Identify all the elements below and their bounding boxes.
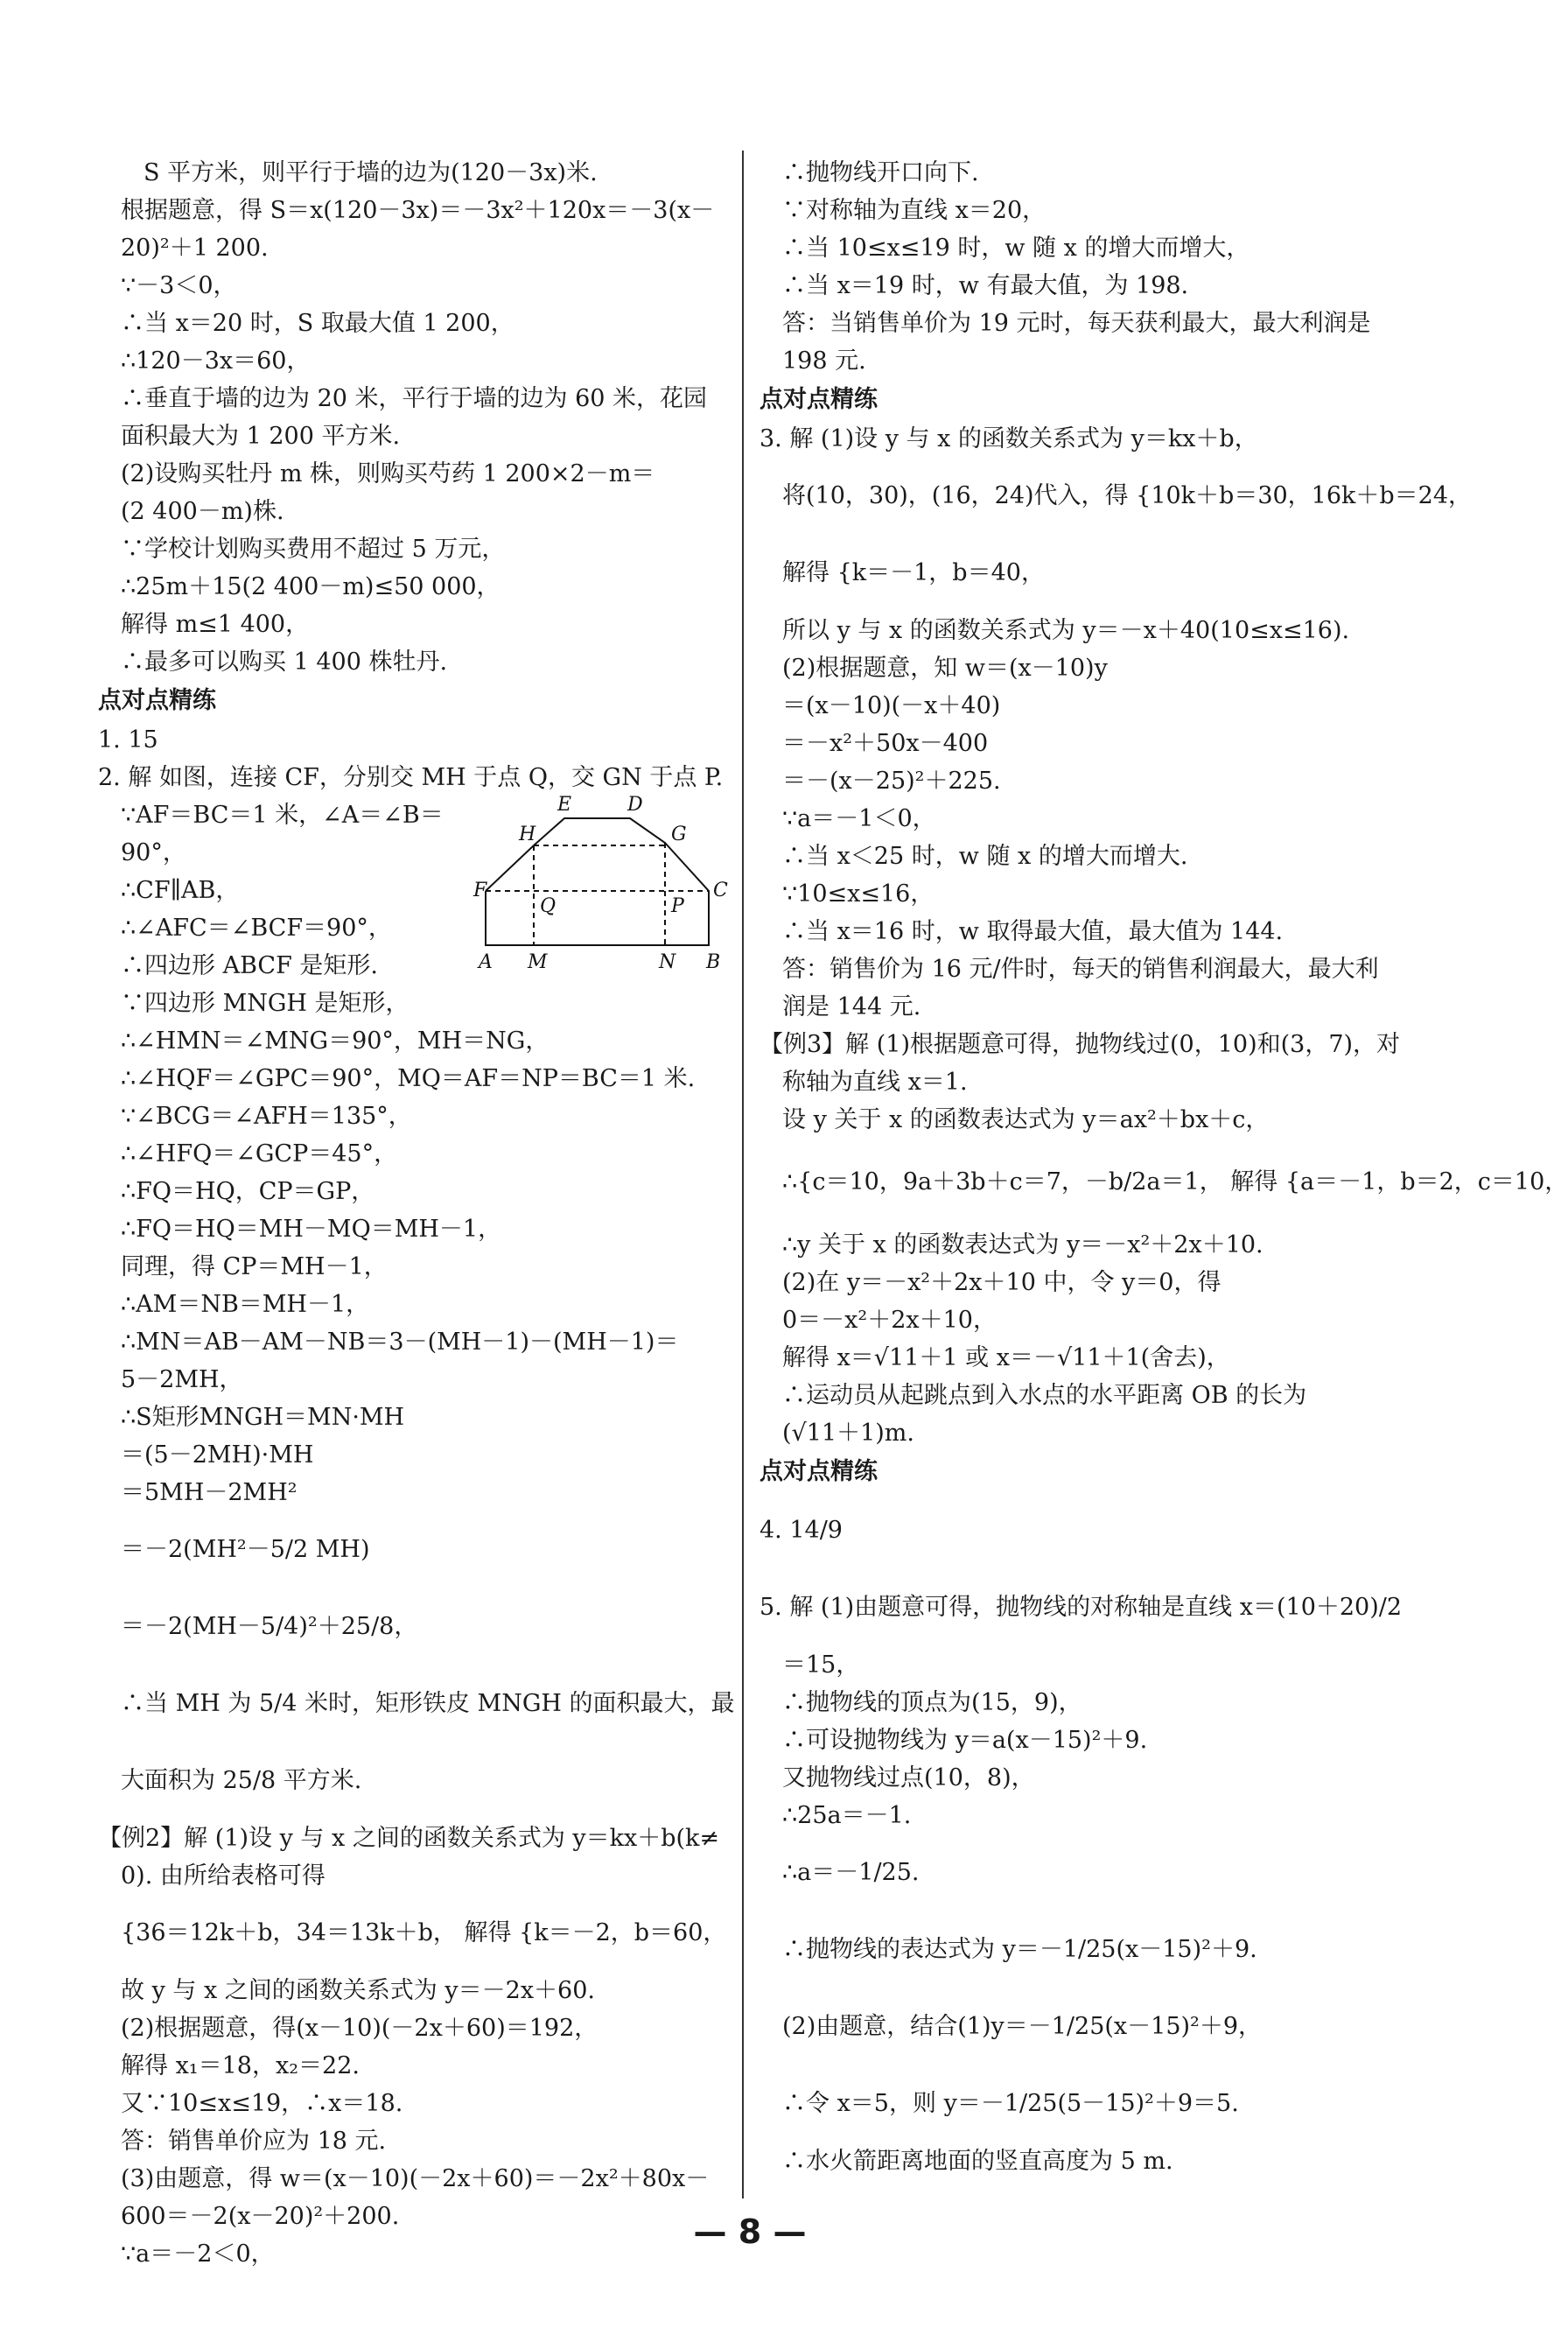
label-q: Q (540, 895, 556, 917)
text-line: 故 y 与 x 之间的函数关系式为 y＝－2x＋60. (121, 1977, 595, 2004)
text-line: 根据题意，得 S＝x(120－3x)＝－3x²＋120x＝－3(x－ (121, 197, 715, 224)
label-h: H (519, 824, 536, 845)
section-heading: 点对点精练 (98, 687, 216, 714)
text-line: (2)在 y＝－x²＋2x＋10 中，令 y＝0，得 (782, 1269, 1222, 1296)
text-line: ∴当 x＝16 时，w 取得最大值，最大值为 144. (782, 918, 1284, 945)
text-line: 解得 x₁＝18，x₂＝22. (121, 2052, 360, 2079)
text-line: 大面积为 25/8 平方米. (121, 1767, 362, 1794)
text-line: ＝－x²＋50x－400 (782, 730, 989, 757)
text-line: ∴∠AFC＝∠BCF＝90°， (121, 915, 392, 942)
text-line: 解得 x＝√11＋1 或 x＝－√11＋1(舍去)， (782, 1344, 1230, 1371)
text-line: ∴最多可以购买 1 400 株牡丹. (121, 649, 448, 676)
text-line: ∴可设抛物线为 y＝a(x－15)²＋9. (782, 1727, 1148, 1754)
text-line: S 平方米，则平行于墙的边为(120－3x)米. (144, 159, 598, 186)
label-d: D (627, 794, 643, 816)
text-line: ＝－2(MH－5/4)²＋25/8， (121, 1613, 418, 1640)
text-line: ∴令 x＝5，则 y＝－1/25(5－15)²＋9＝5. (782, 2090, 1239, 2117)
text-line: 称轴为直线 x＝1. (782, 1069, 968, 1096)
text-line: ∴{c＝10，9a＋3b＋c＝7，－b/2a＝1， 解得 {a＝－1，b＝2，c＝10， (782, 1168, 1568, 1196)
text-line: ∴25a＝－1. (782, 1802, 912, 1829)
text-line: 润是 144 元. (782, 993, 921, 1020)
text-line: 0＝－x²＋2x＋10， (782, 1307, 997, 1334)
text-line: (2)根据题意，知 w＝(x－10)y (782, 655, 1108, 682)
text-line: ∴抛物线的表达式为 y＝－1/25(x－15)²＋9. (782, 1936, 1257, 1963)
text-line: 5－2MH， (121, 1366, 243, 1393)
label-p: P (671, 895, 684, 917)
text-line: ∵学校计划购买费用不超过 5 万元， (121, 536, 506, 563)
text-line: (√11＋1)m. (782, 1420, 914, 1447)
text-line: ∴AM＝NB＝MH－1， (121, 1291, 370, 1318)
text-line: 4. 14/9 (760, 1517, 843, 1544)
text-line: {36＝12k＋b，34＝13k＋b， 解得 {k＝－2，b＝60， (121, 1919, 727, 1946)
text-line: ∴CF∥AB， (121, 877, 240, 904)
column-divider (742, 151, 744, 2198)
text-line: 答：当销售单价为 19 元时，每天获利最大，最大利润是 (782, 310, 1371, 337)
text-line: 20)²＋1 200. (121, 235, 269, 262)
text-line: 又抛物线过点(10，8)， (782, 1764, 1035, 1792)
text-line: 又∵10≤x≤19，∴x＝18. (121, 2090, 403, 2117)
text-line: ∴运动员从起跳点到入水点的水平距离 OB 的长为 (782, 1382, 1307, 1409)
page-number: — 8 — (693, 2212, 807, 2251)
text-line: ∴y 关于 x 的函数表达式为 y＝－x²＋2x＋10. (782, 1231, 1264, 1259)
text-line: ＝(5－2MH)·MH (121, 1441, 314, 1469)
text-line: ∵10≤x≤16， (782, 880, 934, 908)
text-line: (3)由题意，得 w＝(x－10)(－2x＋60)＝－2x²＋80x－ (121, 2165, 710, 2192)
label-e: E (557, 794, 572, 816)
text-line: 解得 {k＝－1，b＝40， (782, 559, 1045, 586)
text-line: ＝(x－10)(－x＋40) (782, 692, 1001, 719)
text-line: 0). 由所给表格可得 (121, 1862, 326, 1890)
text-line: 同理，得 CP＝MH－1， (121, 1253, 388, 1280)
label-m: M (528, 951, 548, 973)
text-line: 1. 15 (98, 726, 158, 754)
text-line: (2)设购买牡丹 m 株，则购买芍药 1 200×2－m＝ (121, 460, 655, 487)
text-line: ∵四边形 MNGH 是矩形， (121, 990, 410, 1017)
text-line: ∴FQ＝HQ＝MH－MQ＝MH－1， (121, 1216, 502, 1243)
text-line: ∴120－3x＝60， (121, 347, 311, 375)
text-line: ∴∠HMN＝∠MNG＝90°，MH＝NG， (121, 1027, 550, 1055)
label-a: A (479, 951, 493, 973)
text-line: ∵a＝－2＜0， (121, 2240, 275, 2268)
text-line: ∵a＝－1＜0， (782, 805, 936, 832)
left-column (98, 154, 735, 2273)
label-c: C (713, 880, 728, 901)
text-line: (2)根据题意，得(x－10)(－2x＋60)＝192， (121, 2015, 598, 2042)
text-line: 600＝－2(x－20)²＋200. (121, 2203, 400, 2230)
text-line: (2 400－m)株. (121, 498, 284, 525)
text-line: ∴S矩形MNGH＝MN·MH (121, 1404, 405, 1431)
text-line: ＝－2(MH²－5/2 MH) (121, 1536, 370, 1563)
text-line: ＝－(x－25)²＋225. (782, 768, 1001, 795)
text-line: 198 元. (782, 347, 866, 375)
text-line: 3. 解 (1)设 y 与 x 的函数关系式为 y＝kx＋b， (760, 425, 1258, 452)
text-line: ∴当 MH 为 5/4 米时，矩形铁皮 MNGH 的面积最大，最 (121, 1690, 735, 1717)
text-line: ∴当 x＝19 时，w 有最大值，为 198. (782, 272, 1189, 299)
text-line: (2)由题意，结合(1)y＝－1/25(x－15)²＋9， (782, 2013, 1263, 2040)
text-line: ∴25m＋15(2 400－m)≤50 000， (121, 573, 500, 600)
label-n: N (659, 951, 676, 973)
section-heading: 点对点精练 (760, 386, 878, 413)
text-line: 90°， (121, 839, 186, 866)
text-line: ∴∠HQF＝∠GPC＝90°，MQ＝AF＝NP＝BC＝1 米. (121, 1065, 696, 1092)
text-line: ∴当 10≤x≤19 时，w 随 x 的增大而增大， (782, 235, 1250, 262)
text-line: 答：销售价为 16 元/件时，每天的销售利润最大，最大利 (782, 956, 1379, 983)
label-b: B (706, 951, 721, 973)
text-line: 【例3】解 (1)根据题意可得，抛物线过(0，10)和(3，7)，对 (760, 1031, 1401, 1058)
geometry-figure (473, 794, 731, 978)
label-g: G (671, 824, 687, 845)
text-line: ∵对称轴为直线 x＝20， (782, 197, 1046, 224)
label-f: F (473, 880, 487, 901)
text-line: 答：销售单价应为 18 元. (121, 2128, 387, 2155)
text-line: 2. 解 如图，连接 CF，分别交 MH 于点 Q，交 GN 于点 P. (98, 764, 724, 791)
text-line: 设 y 关于 x 的函数表达式为 y＝ax²＋bx＋c， (782, 1106, 1270, 1133)
text-line: ∴抛物线开口向下. (782, 159, 979, 186)
text-line: ∴当 x＜25 时，w 随 x 的增大而增大. (782, 843, 1188, 870)
text-line: 解得 m≤1 400， (121, 611, 310, 638)
text-line: ∵－3＜0， (121, 272, 237, 299)
text-line: ∴水火箭距离地面的竖直高度为 5 m. (782, 2148, 1173, 2175)
text-line: 所以 y 与 x 的函数关系式为 y＝－x＋40(10≤x≤16). (782, 617, 1350, 644)
text-line: ∴四边形 ABCF 是矩形. (121, 952, 378, 979)
text-line: ∴垂直于墙的边为 20 米，平行于墙的边为 60 米，花园 (121, 385, 708, 412)
text-line: ∴当 x＝20 时，S 取最大值 1 200， (121, 310, 514, 337)
section-heading: 点对点精练 (760, 1458, 878, 1485)
text-line: ∴MN＝AB－AM－NB＝3－(MH－1)－(MH－1)＝ (121, 1329, 679, 1356)
text-line: ∴∠HFQ＝∠GCP＝45°， (121, 1140, 398, 1168)
text-line: ∵∠BCG＝∠AFH＝135°， (121, 1103, 412, 1130)
right-column (760, 154, 1568, 2180)
text-line: ＝5MH－2MH² (121, 1479, 298, 1506)
text-line: ∵AF＝BC＝1 米，∠A＝∠B＝ (121, 802, 444, 829)
text-line: 面积最大为 1 200 平方米. (121, 423, 401, 450)
text-line: 5. 解 (1)由题意可得，抛物线的对称轴是直线 x＝(10＋20)/2 (760, 1594, 1403, 1621)
text-line: ∴FQ＝HQ，CP＝GP， (121, 1178, 375, 1205)
text-line: 【例2】解 (1)设 y 与 x 之间的函数关系式为 y＝kx＋b(k≠ (98, 1825, 720, 1852)
text-line: ∴抛物线的顶点为(15，9)， (782, 1689, 1082, 1716)
text-line: ∴a＝－1/25. (782, 1859, 920, 1886)
text-line: 将(10，30)，(16，24)代入，得 {10k＋b＝30，16k＋b＝24， (782, 482, 1473, 509)
text-line: ＝15， (782, 1651, 860, 1679)
